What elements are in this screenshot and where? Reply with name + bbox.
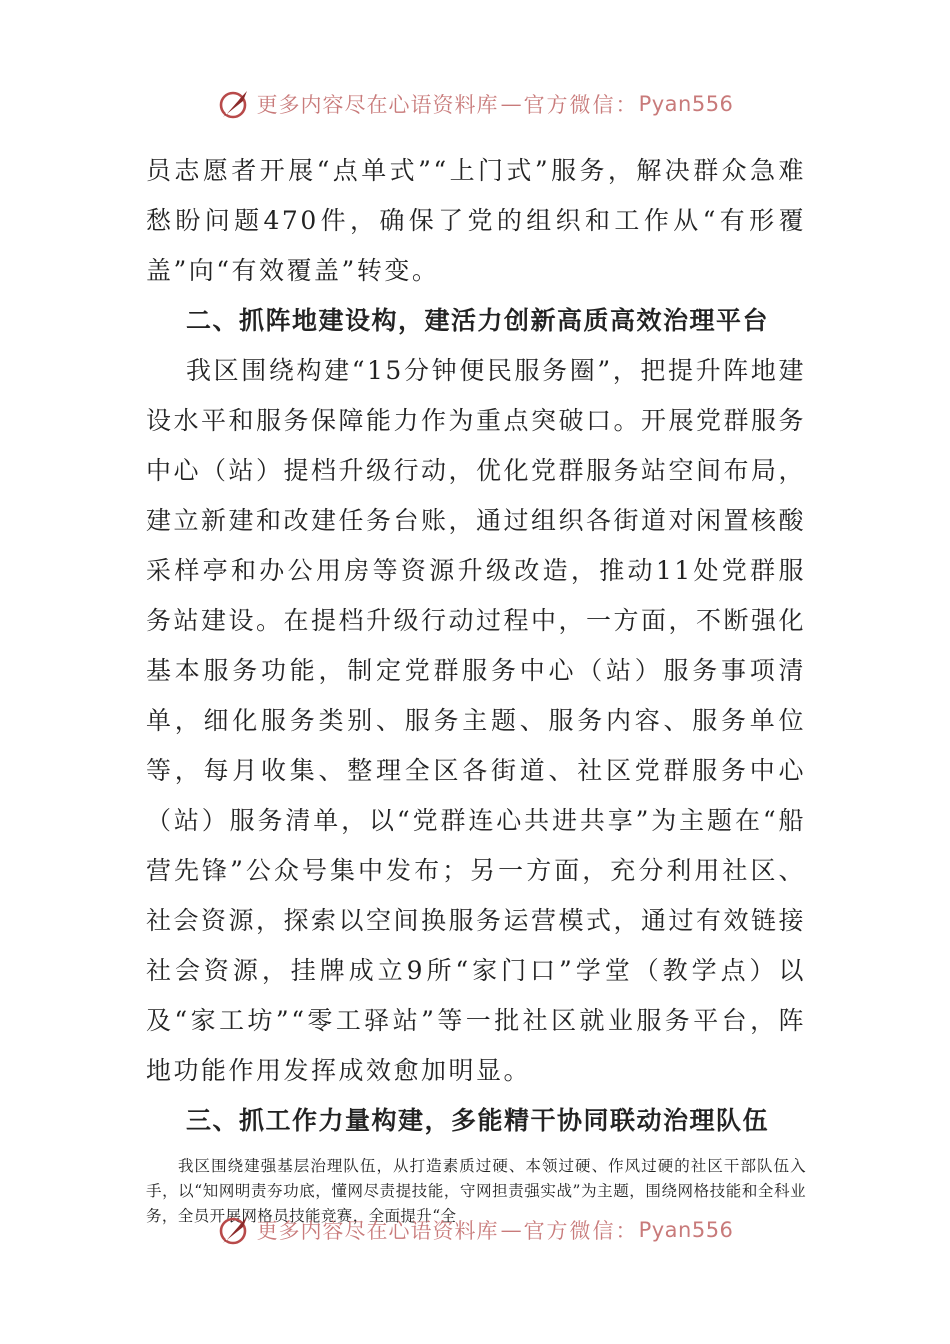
watermark-site-text: 更多内容尽在心语资料库	[256, 1219, 499, 1243]
paragraph-continued: 员志愿者开展“点单式”“上门式”服务，解决群众急难愁盼问题470件，确保了党的组织和工作从“有形覆盖”向“有效覆盖”转变。	[146, 156, 806, 285]
quill-logo-icon	[217, 87, 251, 121]
section-heading-3: 三、抓工作力量构建，多能精干协同联动治理队伍	[186, 1106, 770, 1135]
watermark-footer	[0, 1210, 950, 1250]
watermark-wechat-label: 官方微信：	[523, 93, 639, 117]
paragraph-section-3: 我区围绕建强基层治理队伍，从打造素质过硬、本领过硬、作风过硬的社区干部队伍入手，以“知网明责夯功底，懂网尽责提技能，守网担责强实战”为主题，围绕网格技能和全科业务，全员开展网格员技能竞赛，全面提升“全	[146, 1157, 806, 1225]
watermark-site-text: 更多内容尽在心语资料库	[256, 93, 499, 117]
watermark-wechat-id: Pyan556	[638, 92, 734, 116]
watermark-wechat-id: Pyan556	[638, 1218, 734, 1242]
watermark-separator: —	[500, 1218, 522, 1242]
watermark-separator: —	[500, 92, 522, 116]
watermark-header	[0, 84, 950, 124]
watermark-wechat-label: 官方微信：	[523, 1219, 639, 1243]
document-body	[146, 146, 806, 1229]
paragraph-section-2: 我区围绕构建“15分钟便民服务圈”，把提升阵地建设水平和服务保障能力作为重点突破口。开展党群服务中心（站）提档升级行动，优化党群服务站空间布局，建立新建和改建任务台账，通过组织各街道对闲置核酸采样亭和办公用房等资源升级改造，推动11处党群服务站建设。在提档升级行动过程中，一方面，不断强化基本服务功能，制定党群服务中心（站）服务事项清单，细化服务类别、服务主题、服务内容、服务单位等，每月收集、整理全区各街道、社区党群服务中心（站）服务清单，以“党群连心共进共享”为主题在“船营先锋”公众号集中发布；另一方面，充分利用社区、社会资源，探索以空间换服务运营模式，通过有效链接社会资源，挂牌成立9所“家门口”学堂（教学点）以及“家工坊”“零工驿站”等一批社区就业服务平台，阵地功能作用发挥成效愈加明显。	[146, 356, 807, 1085]
section-heading-2: 二、抓阵地建设构，建活力创新高质高效治理平台	[186, 306, 770, 335]
quill-logo-icon	[217, 1213, 251, 1247]
